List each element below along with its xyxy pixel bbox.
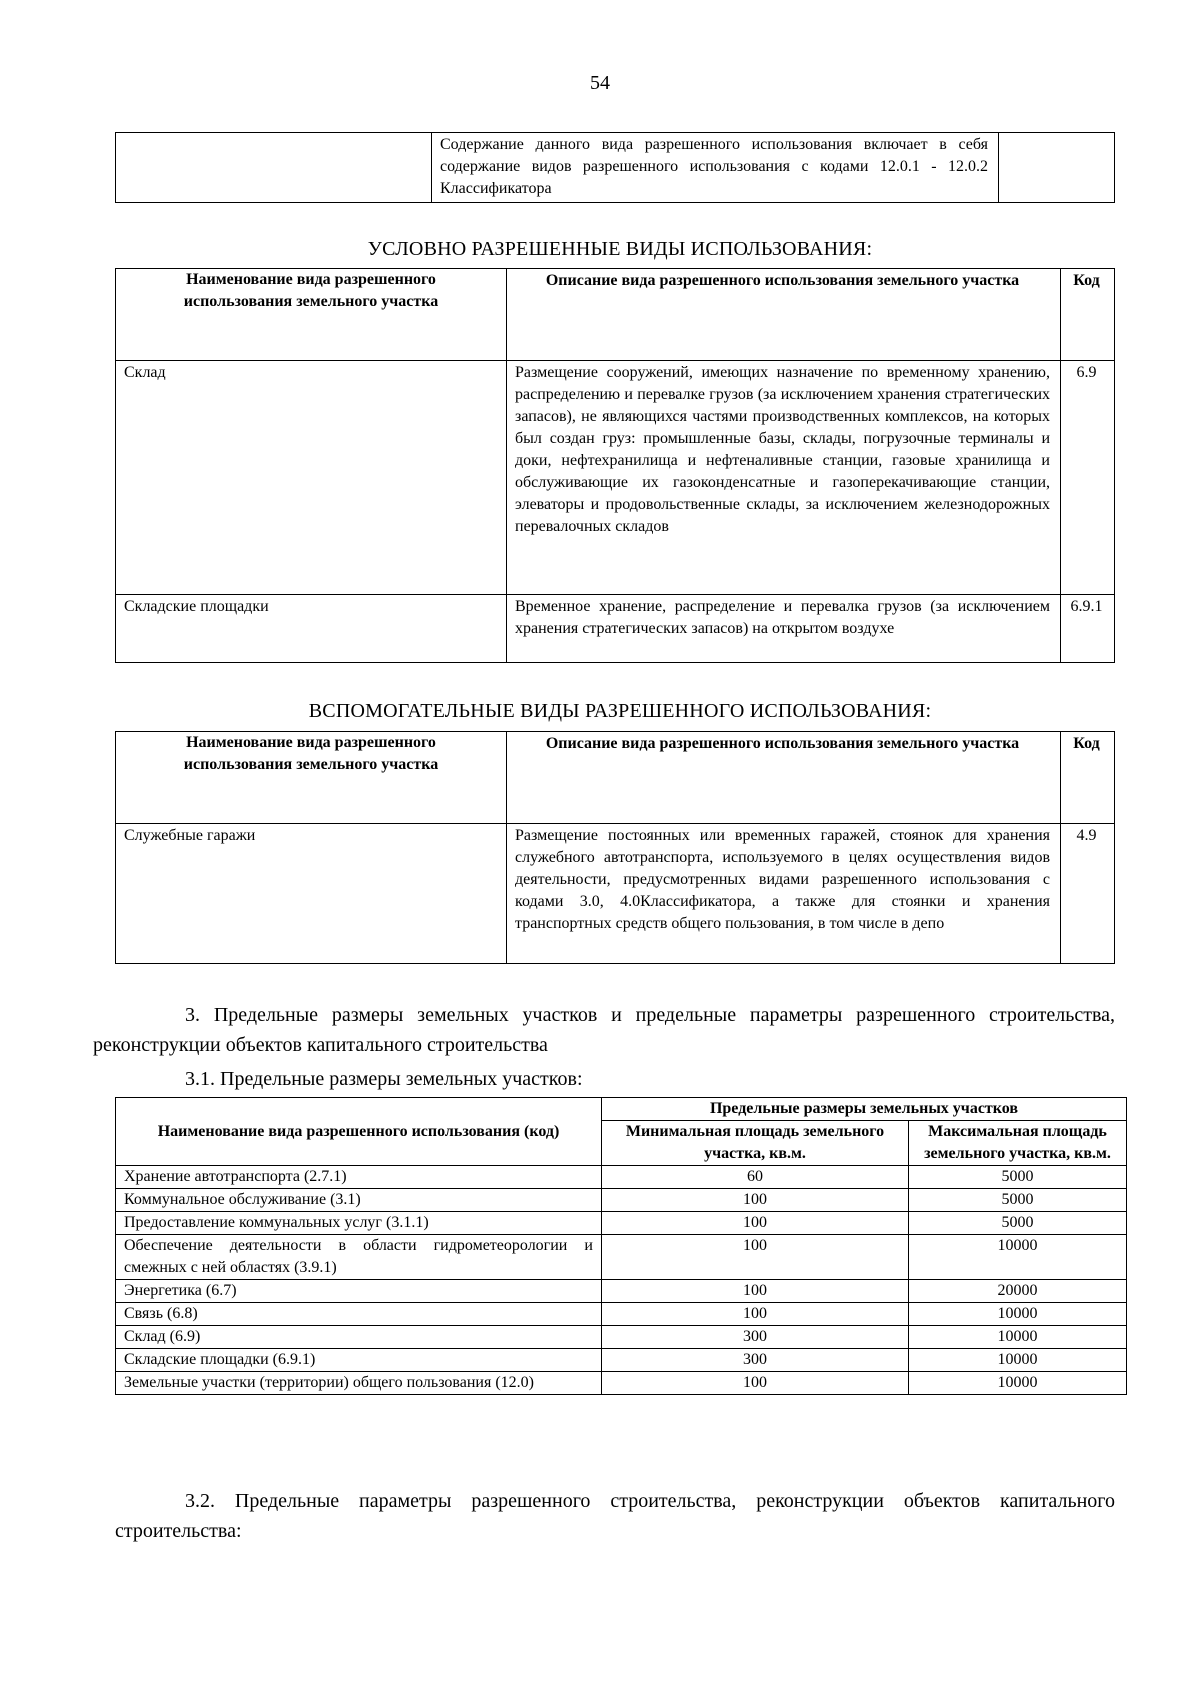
sizes-row-max: 5000 bbox=[909, 1189, 1127, 1212]
continuation-description: Содержание данного вида разрешенного использования включает в себя содержание видов разрешенного использования с кодами 12.0.1 - 12.0.2 Классификатора bbox=[432, 133, 999, 203]
continuation-code-cell bbox=[999, 133, 1115, 203]
continuation-table bbox=[115, 132, 1115, 203]
page-number: 54 bbox=[590, 72, 610, 94]
sizes-row-min: 60 bbox=[602, 1166, 909, 1189]
header-name: Наименование вида разрешенного использования земельного участка bbox=[116, 269, 507, 361]
sizes-row-min: 100 bbox=[602, 1372, 909, 1395]
sizes-row-min: 300 bbox=[602, 1326, 909, 1349]
section-3-2-heading: 3.2. Предельные параметры разрешенного строительства, реконструкции объектов капитального строительства: bbox=[115, 1490, 1115, 1542]
table-row bbox=[116, 1212, 1127, 1235]
sizes-row-max: 10000 bbox=[909, 1349, 1127, 1372]
sizes-row-max: 10000 bbox=[909, 1235, 1127, 1280]
sizes-row-max: 5000 bbox=[909, 1212, 1127, 1235]
sizes-row-max: 20000 bbox=[909, 1280, 1127, 1303]
sizes-row-name: Обеспечение деятельности в области гидрометеорологии и смежных с ней областях (3.9.1) bbox=[116, 1235, 602, 1280]
sizes-header-group: Предельные размеры земельных участков bbox=[602, 1098, 1127, 1121]
row-description: Размещение сооружений, имеющих назначение по временному хранению, распределению и перевалке грузов (за исключением хранения стратегических запасов), не являющихся частями производственных комплексов, на которых был создан груз: промышленные базы, склады, погрузочные терминалы и доки, нефтехранилища и нефтеналивные станции, газовые хранилища и обслуживающие их газоконденсатные и газоперекачивающие станции, элеваторы и продовольственные склады, за исключением железнодорожных перевалочных складов bbox=[507, 361, 1061, 595]
sizes-row-max: 5000 bbox=[909, 1166, 1127, 1189]
row-description: Временное хранение, распределение и перевалка грузов (за исключением хранения стратегических запасов) на открытом воздухе bbox=[507, 595, 1061, 663]
sizes-row-max: 10000 bbox=[909, 1372, 1127, 1395]
row-name: Склад bbox=[116, 361, 507, 595]
conditional-title: УСЛОВНО РАЗРЕШЕННЫЕ ВИДЫ ИСПОЛЬЗОВАНИЯ: bbox=[367, 238, 873, 260]
row-code: 4.9 bbox=[1061, 824, 1115, 964]
auxiliary-table bbox=[115, 731, 1115, 964]
sizes-row-max: 10000 bbox=[909, 1303, 1127, 1326]
table-row bbox=[116, 1326, 1127, 1349]
table-row bbox=[116, 1235, 1127, 1280]
section-3-1-heading: 3.1. Предельные размеры земельных участков: bbox=[185, 1068, 583, 1090]
sizes-row-min: 300 bbox=[602, 1349, 909, 1372]
sizes-header-max: Максимальная площадь земельного участка, кв.м. bbox=[909, 1121, 1127, 1166]
sizes-table bbox=[115, 1097, 1127, 1395]
sizes-header-name: Наименование вида разрешенного использования (код) bbox=[116, 1098, 602, 1166]
sizes-row-name: Хранение автотранспорта (2.7.1) bbox=[116, 1166, 602, 1189]
row-description: Размещение постоянных или временных гаражей, стоянок для хранения служебного автотранспорта, используемого в целях осуществления видов деятельности, предусмотренных видами разрешенного использования с кодами 3.0, 4.0Классификатора, а также для стоянки и хранения транспортных средств общего пользования, в том числе в депо bbox=[507, 824, 1061, 964]
conditional-table bbox=[115, 268, 1115, 663]
table-row bbox=[116, 1372, 1127, 1395]
sizes-row-min: 100 bbox=[602, 1235, 909, 1280]
auxiliary-title: ВСПОМОГАТЕЛЬНЫЕ ВИДЫ РАЗРЕШЕННОГО ИСПОЛЬЗОВАНИЯ: bbox=[308, 700, 932, 722]
table-row bbox=[116, 595, 1115, 663]
table-row bbox=[116, 1166, 1127, 1189]
sizes-row-name: Энергетика (6.7) bbox=[116, 1280, 602, 1303]
row-code: 6.9 bbox=[1061, 361, 1115, 595]
table-row bbox=[116, 1349, 1127, 1372]
row-code: 6.9.1 bbox=[1061, 595, 1115, 663]
sizes-row-name: Предоставление коммунальных услуг (3.1.1) bbox=[116, 1212, 602, 1235]
sizes-row-min: 100 bbox=[602, 1280, 909, 1303]
sizes-row-name: Склад (6.9) bbox=[116, 1326, 602, 1349]
sizes-row-name: Коммунальное обслуживание (3.1) bbox=[116, 1189, 602, 1212]
table-row bbox=[116, 1280, 1127, 1303]
continuation-name-cell bbox=[116, 133, 432, 203]
sizes-row-min: 100 bbox=[602, 1303, 909, 1326]
sizes-row-name: Складские площадки (6.9.1) bbox=[116, 1349, 602, 1372]
section-3-heading: 3. Предельные размеры земельных участков и предельные параметры разрешенного строительства, реконструкции объектов капитального строительства bbox=[93, 1004, 1115, 1056]
sizes-row-max: 10000 bbox=[909, 1326, 1127, 1349]
header-name: Наименование вида разрешенного использования земельного участка bbox=[116, 732, 507, 824]
sizes-row-name: Земельные участки (территории) общего пользования (12.0) bbox=[116, 1372, 602, 1395]
sizes-row-min: 100 bbox=[602, 1212, 909, 1235]
row-name: Складские площадки bbox=[116, 595, 507, 663]
header-code: Код bbox=[1061, 732, 1115, 824]
table-row bbox=[116, 824, 1115, 964]
sizes-header-min: Минимальная площадь земельного участка, кв.м. bbox=[602, 1121, 909, 1166]
sizes-row-name: Связь (6.8) bbox=[116, 1303, 602, 1326]
table-row bbox=[116, 1189, 1127, 1212]
header-code: Код bbox=[1061, 269, 1115, 361]
header-description: Описание вида разрешенного использования земельного участка bbox=[507, 732, 1061, 824]
row-name: Служебные гаражи bbox=[116, 824, 507, 964]
table-row bbox=[116, 361, 1115, 595]
table-row bbox=[116, 1303, 1127, 1326]
sizes-row-min: 100 bbox=[602, 1189, 909, 1212]
header-description: Описание вида разрешенного использования земельного участка bbox=[507, 269, 1061, 361]
